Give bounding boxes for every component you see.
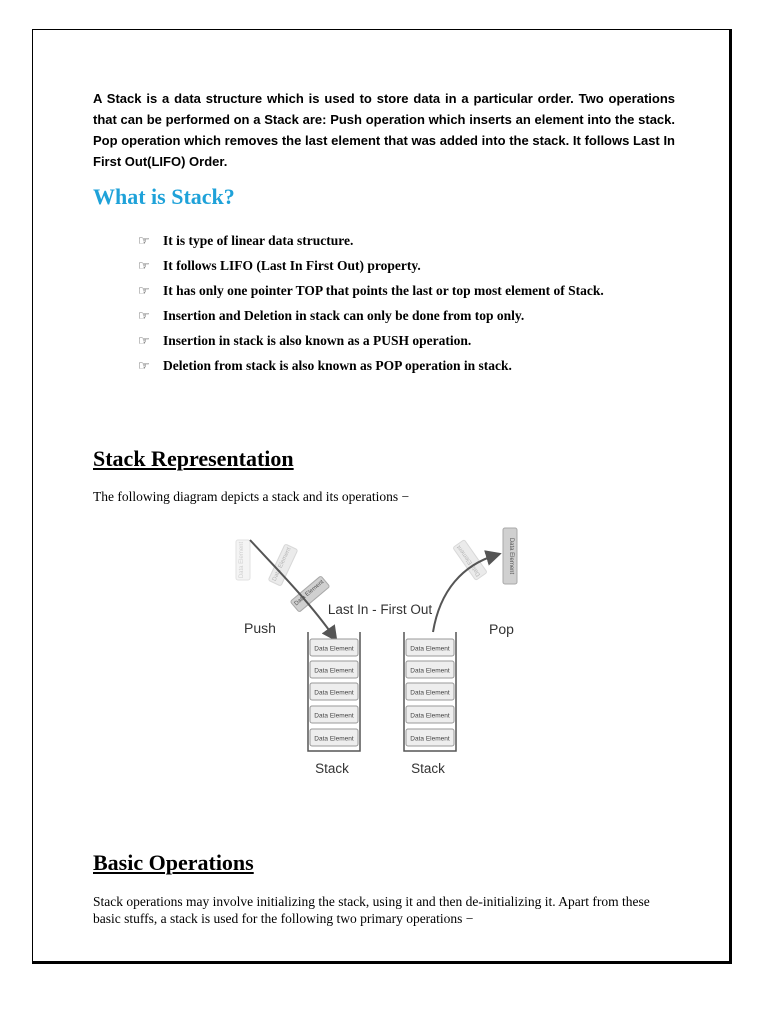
stack-element	[310, 729, 358, 746]
svg-text:Data Element: Data Element	[314, 645, 354, 653]
list-item	[138, 228, 604, 253]
stack-element	[310, 683, 358, 700]
list-item-text: It is type of linear data structure.	[163, 232, 354, 248]
svg-text:Data Element: Data Element	[314, 667, 354, 675]
stack-element	[310, 639, 358, 656]
diagram-description: The following diagram depicts a stack and its operations −	[93, 489, 410, 504]
list-item	[138, 253, 604, 278]
pop-arrow	[433, 555, 496, 632]
svg-text:Data Element: Data Element	[410, 667, 450, 675]
svg-text:Data Element: Data Element	[314, 689, 354, 697]
pointing-hand-icon: ☞	[138, 332, 150, 348]
pop-stack-label: Stack	[411, 761, 445, 776]
pointing-hand-icon: ☞	[138, 232, 150, 248]
stack-diagram	[228, 520, 528, 780]
what-is-stack-heading: What is Stack?	[93, 184, 235, 209]
push-stack	[308, 632, 360, 751]
list-item-text: It has only one pointer TOP that points the last or top most element of Stack.	[163, 282, 604, 298]
stack-properties-list	[138, 228, 604, 378]
list-item-text: It follows LIFO (Last In First Out) property.	[163, 257, 421, 273]
stack-element	[406, 639, 454, 656]
svg-text:Data Element: Data Element	[410, 645, 450, 653]
pop-stack	[404, 632, 456, 751]
pointing-hand-icon: ☞	[138, 307, 150, 323]
list-item	[138, 278, 604, 303]
list-item	[138, 353, 604, 378]
list-item-text: Deletion from stack is also known as POP operation in stack.	[163, 357, 512, 373]
stack-representation-heading: Stack Representation	[93, 446, 294, 471]
basic-operations-heading: Basic Operations	[93, 850, 254, 875]
basic-operations-description: Stack operations may involve initializing the stack, using it and then de-initializing it. Apart from these basic stuffs, a stack is used for the following two primary operations −	[93, 894, 650, 926]
pop-flying-element-2	[503, 528, 517, 584]
push-flying-element-1	[236, 540, 250, 580]
stack-element	[406, 706, 454, 723]
list-item-text: Insertion and Deletion in stack can only be done from top only.	[163, 307, 525, 323]
push-label: Push	[244, 620, 276, 636]
intro-paragraph: A Stack is a data structure which is used to store data in a particular order. Two operations that can be performed on a Stack are: Push operation which inserts an element into the stack. Pop operation which removes the last element that was added into the stack. It follows Last In First Out(LIFO) Order.	[93, 91, 675, 169]
stack-element	[310, 661, 358, 678]
svg-text:Data Element: Data Element	[508, 537, 514, 575]
svg-text:Data Element: Data Element	[314, 735, 354, 743]
pointing-hand-icon: ☞	[138, 357, 150, 373]
stack-element	[406, 661, 454, 678]
stack-element	[406, 729, 454, 746]
pointing-hand-icon: ☞	[138, 282, 150, 298]
svg-text:Data Element: Data Element	[456, 543, 483, 578]
list-item	[138, 328, 604, 353]
diagram-title: Last In - First Out	[327, 602, 433, 617]
push-stack-label: Stack	[315, 761, 349, 776]
svg-text:Data Element: Data Element	[271, 546, 293, 583]
svg-text:Data Element: Data Element	[293, 579, 326, 608]
svg-text:Data Element: Data Element	[314, 712, 354, 720]
svg-text:Data Element: Data Element	[239, 541, 245, 579]
stack-element	[406, 683, 454, 700]
stack-element	[310, 706, 358, 723]
svg-text:Data Element: Data Element	[410, 735, 450, 743]
svg-text:Data Element: Data Element	[410, 712, 450, 720]
pointing-hand-icon: ☞	[138, 257, 150, 273]
svg-text:Data Element: Data Element	[410, 689, 450, 697]
pop-label: Pop	[489, 621, 514, 637]
list-item-text: Insertion in stack is also known as a PUSH operation.	[163, 332, 472, 348]
list-item	[138, 303, 604, 328]
